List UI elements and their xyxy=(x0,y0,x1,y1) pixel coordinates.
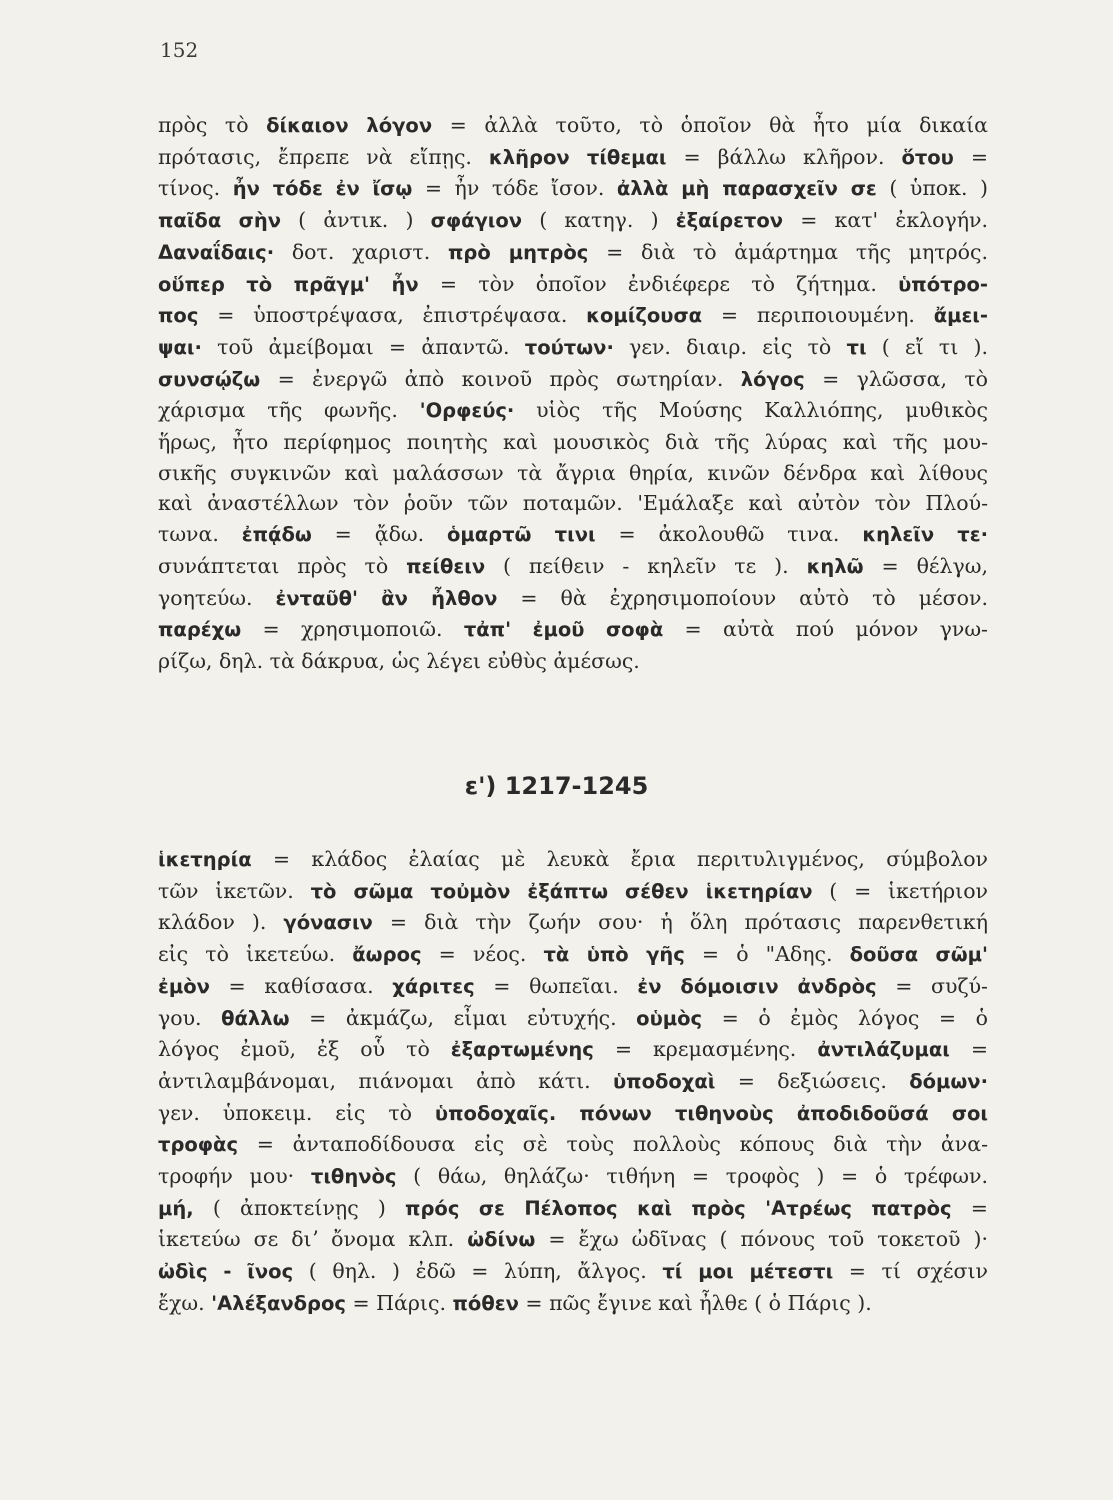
text-line xyxy=(158,269,988,301)
gloss-text: υἱὸς τῆς Μούσης Καλλιόπης, μυθικὸς xyxy=(514,398,988,423)
headword: ἐπᾴδω xyxy=(241,523,312,547)
gloss-text: γεν. ὑποκειμ. εἰς τὸ xyxy=(158,1100,435,1125)
gloss-text: σικῆς συγκινῶν καὶ μαλάσσων τὰ ἄγρια θηρία, κινῶν δένδρα καὶ λίθους xyxy=(158,460,988,485)
gloss-text: = ἀλλὰ τοῦτο, τὸ ὁποῖον θὰ ἦτο μία δικαία xyxy=(432,113,989,137)
text-line xyxy=(158,1161,988,1193)
gloss-text: ( θηλ. ) ἐδῶ = λύπη, ἄλγος. xyxy=(293,1259,663,1284)
headword: ἐμὸν xyxy=(158,974,210,998)
headword: μή, xyxy=(158,1196,194,1220)
gloss-text: = κρεμασμένης. xyxy=(593,1037,818,1062)
headword: πρὸ μητρὸς xyxy=(448,240,589,264)
headword: ὑπότρο- xyxy=(898,272,988,296)
gloss-text: = αὐτὰ πού μόνον γνω- xyxy=(663,617,988,642)
headword: λόγος xyxy=(740,367,805,391)
gloss-text: πρὸς τὸ xyxy=(158,113,267,137)
text-line xyxy=(158,332,988,364)
gloss-text: = δεξιώσεις. xyxy=(715,1068,910,1093)
headword: ὠδίνω xyxy=(467,1228,536,1252)
headword: κηλῶ xyxy=(806,554,864,578)
gloss-text: ( ἀποκτείνῃς ) xyxy=(193,1195,406,1220)
headword: πρός σε Πέλοπος καὶ πρὸς 'Ατρέως πατρὸς xyxy=(405,1196,952,1220)
headword: ὑποδοχαὶ xyxy=(613,1069,716,1093)
headword: χάριτες xyxy=(392,974,475,998)
gloss-text: = ἦν τόδε ἴσον. xyxy=(412,176,617,201)
gloss-text: ρίζω, δηλ. τὰ δάκρυα, ὡς λέγει εὐθὺς ἀμέσως. xyxy=(158,648,640,673)
text-line xyxy=(158,583,988,615)
gloss-text: = xyxy=(949,1037,988,1062)
headword: ὁμαρτῶ τινι xyxy=(447,523,596,547)
text-line xyxy=(158,551,988,583)
text-line xyxy=(158,237,988,269)
gloss-text: = συζύ- xyxy=(876,973,988,998)
text-line xyxy=(158,1193,988,1225)
text-line xyxy=(158,1256,988,1288)
gloss-text: γεν. διαιρ. εἰς τὸ xyxy=(613,334,847,359)
headword: τι xyxy=(846,335,867,359)
headword: ἀλλὰ μὴ παρασχεῖν σε xyxy=(616,177,877,201)
headword: ἀντιλάζυμαι xyxy=(817,1038,950,1062)
gloss-text: = διὰ τὴν ζωήν σου· ἡ ὅλη πρότασις παρενθετική xyxy=(372,910,988,935)
gloss-text: ἥρως, ἦτο περίφημος ποιητὴς καὶ μουσικὸς διὰ τῆς λύρας καὶ τῆς μου- xyxy=(158,430,988,455)
headword: ἄωρος xyxy=(352,943,422,967)
gloss-text: = γλῶσσα, τὸ xyxy=(804,366,988,391)
headword: τροφὰς xyxy=(158,1133,239,1157)
headword: σφάγιον xyxy=(430,209,523,233)
gloss-text: τοῦ ἀμείβομαι = ἀπαντῶ. xyxy=(201,334,525,359)
text-line xyxy=(158,876,988,908)
gloss-text: λόγος ἐμοῦ, ἐξ οὗ τὸ xyxy=(158,1037,451,1062)
gloss-text: = χρησιμοποιῶ. xyxy=(241,617,464,642)
commentary-paragraph-2 xyxy=(158,844,988,1320)
gloss-text: = ᾄδω. xyxy=(311,522,448,547)
text-line xyxy=(158,844,988,876)
headword: γόνασιν xyxy=(283,911,373,935)
gloss-text: = ἀκμάζω, εἶμαι εὐτυχής. xyxy=(289,1005,637,1030)
headword: ὅτου xyxy=(901,145,954,169)
headword: κλῆρον τίθεμαι xyxy=(488,145,667,169)
gloss-text: = περιποιουμένη. xyxy=(702,303,934,328)
headword: παῖδα σὴν xyxy=(158,209,281,233)
headword: πείθειν xyxy=(406,554,486,578)
gloss-text: = ὑποστρέψασα, ἐπιστρέψασα. xyxy=(198,303,587,328)
commentary-paragraph-1 xyxy=(158,110,988,677)
headword: 'Ορφεύς· xyxy=(419,399,515,423)
text-line xyxy=(158,614,988,646)
gloss-text: ( ἀντικ. ) xyxy=(281,208,431,233)
gloss-text: = ἀνταποδίδουσα εἰς σὲ τοὺς πολλοὺς κόπους διὰ τὴν ἀνα- xyxy=(238,1132,988,1157)
headword: παρέχω xyxy=(158,618,242,642)
text-line xyxy=(158,395,988,427)
gloss-text: τίνος. xyxy=(158,176,233,201)
headword: πόθεν xyxy=(452,1291,519,1315)
gloss-text: ( ὑποκ. ) xyxy=(876,176,988,201)
headword: 'Αλέξανδρος xyxy=(211,1291,346,1315)
gloss-text: = τὸν ὁποῖον ἐνδιέφερε τὸ ζήτημα. xyxy=(418,271,899,296)
text-line xyxy=(158,971,988,1003)
gloss-text: = τί σχέσιν xyxy=(833,1259,989,1284)
text-line xyxy=(158,1098,988,1130)
gloss-text: = xyxy=(951,1195,988,1220)
section-heading: ε') 1217-1245 xyxy=(464,772,649,800)
text-line xyxy=(158,488,988,519)
headword: οὑμὸς xyxy=(636,1006,703,1030)
headword: θάλλω xyxy=(221,1006,290,1030)
text-line xyxy=(158,1129,988,1161)
gloss-text: = κατ' ἐκλογήν. xyxy=(783,208,989,233)
gloss-text: = ὁ ἐμὸς λόγος = ὁ xyxy=(702,1005,989,1030)
gloss-text: κλάδον ). xyxy=(158,910,284,935)
gloss-text: = πῶς ἔγινε καὶ ἦλθε ( ὁ Πάρις ). xyxy=(518,1290,872,1315)
gloss-text: ( = ἱκετήριον xyxy=(812,878,988,903)
headword: ἦν τόδε ἐν ἴσῳ xyxy=(232,177,413,201)
text-line xyxy=(158,907,988,939)
text-line xyxy=(158,300,988,332)
text-line xyxy=(158,1066,988,1098)
headword: Δαναΐδαις· xyxy=(158,240,275,264)
gloss-text: ( θάω, θηλάζω· τιθήνη = τροφὸς ) = ὁ τρέφων. xyxy=(396,1164,988,1189)
gloss-text: ἱκετεύω σε διʼ ὄνομα κλπ. xyxy=(158,1227,468,1252)
text-line xyxy=(158,646,988,677)
gloss-text: γου. xyxy=(158,1005,222,1030)
text-line xyxy=(158,427,988,458)
gloss-text: ( πείθειν - κηλεῖν τε ). xyxy=(485,553,807,578)
headword: ἐν δόμοισιν ἀνδρὸς xyxy=(637,974,877,998)
text-line xyxy=(158,1288,988,1320)
headword: ἄμει- xyxy=(933,304,988,328)
text-line xyxy=(158,110,988,142)
text-line xyxy=(158,364,988,396)
headword: τούτων· xyxy=(524,335,614,359)
gloss-text: = καθίσασα. xyxy=(209,973,393,998)
gloss-text: χάρισμα τῆς φωνῆς. xyxy=(158,398,420,423)
headword: ἐξαρτωμένης xyxy=(450,1038,594,1062)
gloss-text: ἔχω. xyxy=(158,1290,212,1315)
headword: ὑποδοχαῖς. πόνων τιθηνοὺς ἀποδιδοῦσά σοι xyxy=(434,1101,988,1125)
gloss-text: γοητεύω. xyxy=(158,585,276,610)
headword: οὕπερ τὸ πρᾶγμ' ἦν xyxy=(158,272,419,296)
headword: τὰ ὑπὸ γῆς xyxy=(543,943,685,967)
gloss-text: = διὰ τὸ ἁμάρτημα τῆς μητρός. xyxy=(588,239,988,264)
headword: πος xyxy=(158,304,199,328)
headword: κηλεῖν τε· xyxy=(862,523,988,547)
gloss-text: = xyxy=(953,144,988,169)
page-number: 152 xyxy=(160,38,199,62)
gloss-text: = Πάρις. xyxy=(345,1290,453,1315)
headword: τὸ σῶμα τοὐμὸν ἐξάπτω σέθεν ἱκετηρίαν xyxy=(310,879,813,903)
text-line xyxy=(158,519,988,551)
gloss-text: = κλάδος ἐλαίας μὲ λευκὰ ἔρια περιτυλιγμένος, σύμβολον xyxy=(251,847,988,871)
headword: ἐξαίρετον xyxy=(675,209,784,233)
headword: δίκαιον λόγον xyxy=(266,114,433,137)
text-line xyxy=(158,205,988,237)
gloss-text: = ἀκολουθῶ τινα. xyxy=(595,522,863,547)
headword: τἀπ' ἐμοῦ σοφὰ xyxy=(463,618,664,642)
headword: ψαι· xyxy=(158,335,202,359)
headword: ἱκετηρία xyxy=(158,848,252,871)
gloss-text: ἀντιλαμβάνομαι, πιάνομαι ἀπὸ κάτι. xyxy=(158,1068,613,1093)
text-line xyxy=(158,1034,988,1066)
text-line xyxy=(158,1003,988,1035)
headword: τιθηνὸς xyxy=(310,1165,397,1189)
gloss-text: εἰς τὸ ἱκετεύω. xyxy=(158,942,353,967)
gloss-text: = ἔχω ὠδῖνας ( πόνους τοῦ τοκετοῦ )· xyxy=(535,1227,989,1252)
gloss-text: συνάπτεται πρὸς τὸ xyxy=(158,553,407,578)
headword: δόμων· xyxy=(909,1069,988,1093)
gloss-text: καὶ ἀναστέλλων τὸν ῥοῦν τῶν ποταμῶν. 'Εμάλαξε καὶ αὐτὸν τὸν Πλού- xyxy=(158,491,988,516)
headword: ὠδὶς - ῖνος xyxy=(158,1260,294,1284)
headword: συνσῴζω xyxy=(158,367,261,391)
text-line xyxy=(158,1224,988,1256)
gloss-text: ( κατηγ. ) xyxy=(522,208,676,233)
gloss-text: = θωπεῖαι. xyxy=(474,973,638,998)
gloss-text: = ἐνεργῶ ἀπὸ κοινοῦ πρὸς σωτηρίαν. xyxy=(260,366,741,391)
text-line xyxy=(158,142,988,174)
headword: τί μοι μέτεστι xyxy=(662,1260,834,1284)
gloss-text: πρότασις, ἔπρεπε νὰ εἴπῃς. xyxy=(158,144,489,169)
gloss-text: = ὁ "Αδης. xyxy=(684,942,850,967)
gloss-text: ( εἴ τι ). xyxy=(866,334,988,359)
gloss-text: τωνα. xyxy=(158,522,242,547)
gloss-text: = βάλλω κλῆρον. xyxy=(666,144,902,169)
gloss-text: τῶν ἱκετῶν. xyxy=(158,878,311,903)
text-line xyxy=(158,458,988,489)
headword: κομίζουσα xyxy=(586,304,703,328)
headword: δοῦσα σῶμ' xyxy=(849,943,989,967)
text-line xyxy=(158,939,988,971)
gloss-text: = νέος. xyxy=(421,942,544,967)
headword: ἐνταῦθ' ἂν ἦλθον xyxy=(275,586,498,610)
gloss-text: = θὰ ἐχρησιμοποίουν αὐτὸ τὸ μέσον. xyxy=(497,585,988,610)
text-line xyxy=(158,173,988,205)
gloss-text: = θέλγω, xyxy=(863,553,989,578)
gloss-text: δοτ. χαριστ. xyxy=(274,239,448,264)
gloss-text: τροφήν μου· xyxy=(158,1164,311,1189)
